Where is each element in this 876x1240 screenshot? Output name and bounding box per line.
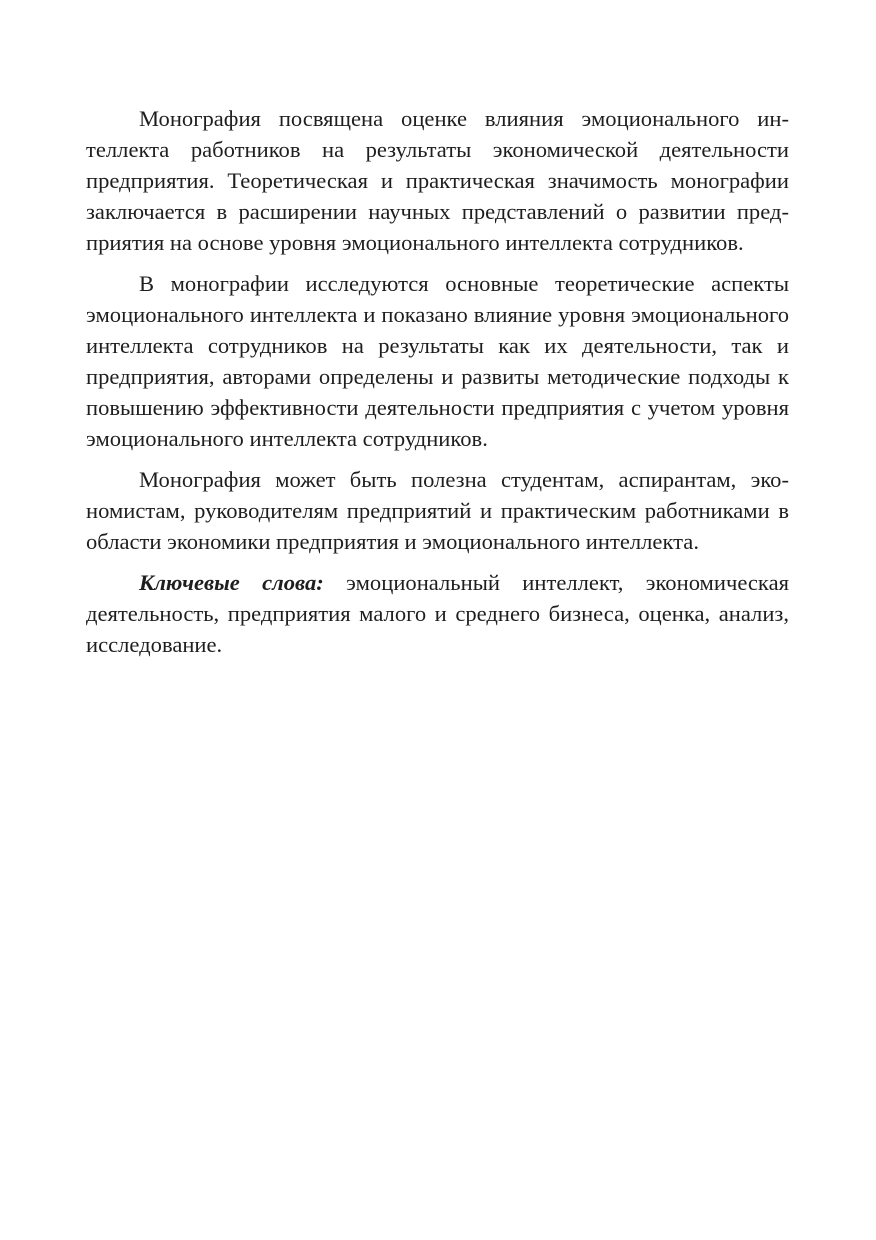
keywords-label: Ключевые слова: bbox=[139, 570, 324, 595]
document-page bbox=[86, 103, 789, 670]
keywords-paragraph bbox=[86, 567, 789, 660]
abstract-paragraph-2: В монографии исследуются основные теоретические аспекты эмоционального интеллекта и показано влияние уровня эмоционального интеллекта сотрудников на результаты как их деятельности, так и предприятия, авторами определены и развиты методические подходы к повышению эффективности деятельности предприятия с учетом уровня эмоционального интеллекта сотрудников. bbox=[86, 271, 789, 451]
abstract-paragraph-3: Монография может быть полезна студентам, аспирантам, экономистам, руководителям предприятий и практическим работниками в области экономики предприятия и эмоционального интеллекта. bbox=[86, 467, 789, 554]
abstract-paragraph-1: Монография посвящена оценке влияния эмоционального интеллекта работников на результаты экономической деятельности предприятия. Теоретическая и практическая значимость монографии заключается в расширении научных представлений о развитии предприятия на основе уровня эмоционального интеллекта сотрудников. bbox=[86, 106, 789, 255]
keywords-text: эмоциональный интеллект, экономическая деятельность, предприятия малого и среднего бизнеса, оценка, анализ, исследование. bbox=[86, 570, 789, 657]
